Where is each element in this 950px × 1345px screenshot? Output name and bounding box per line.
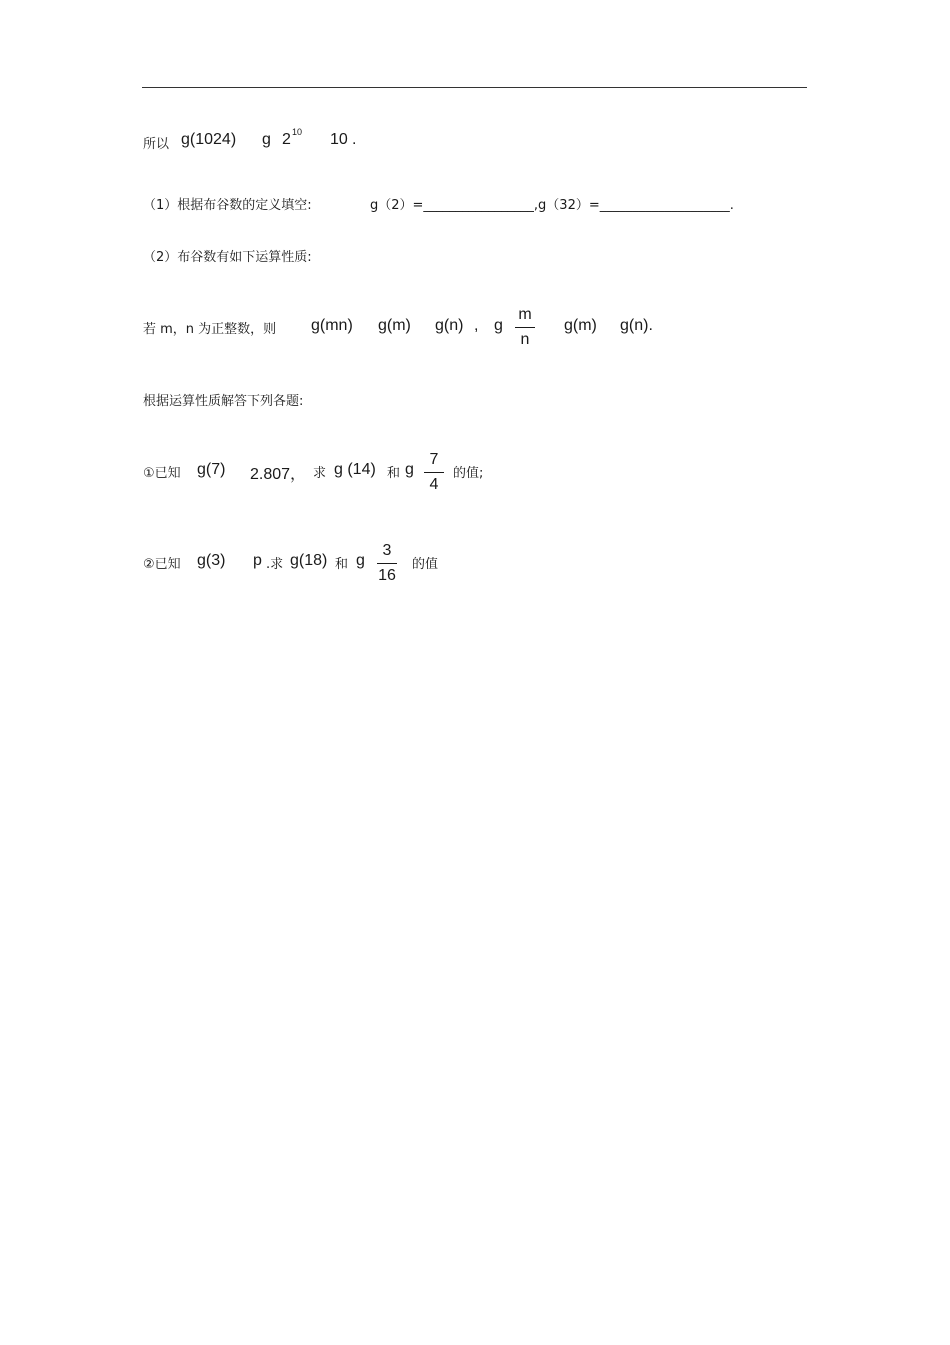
- item1-ask: 求: [313, 466, 327, 481]
- property-g: g: [494, 317, 503, 334]
- item1-and: 和: [387, 466, 401, 481]
- header-rule: [142, 87, 807, 88]
- fraction-bar: [515, 327, 535, 328]
- g18: g(18): [290, 552, 328, 569]
- item1-suffix: 的值;: [453, 466, 484, 481]
- fraction-denominator: 16: [378, 567, 396, 584]
- instruction: 根据运算性质解答下列各题:: [143, 394, 304, 409]
- g7: g(7): [197, 461, 226, 478]
- fraction-bar: [377, 563, 397, 564]
- fraction-denominator: 4: [429, 476, 439, 493]
- property-comma: ,: [474, 317, 479, 334]
- item2-ask: .求: [266, 557, 284, 572]
- q1-blanks: g（2）=_________________,g（32）=____________________.: [370, 198, 734, 213]
- fraction-denominator: n: [520, 331, 530, 348]
- q1-text: （1）根据布谷数的定义填空:: [143, 198, 312, 213]
- item1-g: g: [405, 461, 414, 478]
- line1-exponent: 10: [292, 127, 303, 137]
- line1-prefix: 所以: [143, 137, 170, 152]
- line1-base: 2: [282, 131, 291, 148]
- line1-period: .: [352, 131, 357, 148]
- gm: g(m): [378, 317, 411, 334]
- item1-value: 2.807，: [250, 466, 307, 483]
- item2-suffix: 的值: [412, 557, 439, 572]
- g1024: g(1024): [181, 131, 237, 148]
- fraction-bar: [424, 472, 444, 473]
- q2-text: （2）布谷数有如下运算性质:: [143, 250, 312, 265]
- line1-result: 10: [330, 131, 348, 148]
- fraction-7-over-4: [423, 450, 445, 495]
- g14: g (14): [334, 461, 376, 478]
- fraction-numerator: 7: [429, 451, 439, 468]
- line1-g: g: [262, 131, 271, 148]
- fraction-numerator: m: [518, 306, 532, 323]
- gn: g(n): [435, 317, 464, 334]
- property-prefix: 若 m，n 为正整数，则: [143, 322, 277, 337]
- fraction-numerator: 3: [382, 542, 392, 559]
- g3: g(3): [197, 552, 226, 569]
- fraction-m-over-n: [514, 305, 536, 350]
- gn-2: g(n).: [620, 317, 653, 334]
- gm-2: g(m): [564, 317, 597, 334]
- item2-p: p: [253, 552, 262, 569]
- item2-and: 和: [335, 557, 349, 572]
- gmn: g(mn): [311, 317, 353, 334]
- item1-prefix: ①已知: [143, 466, 181, 481]
- item2-prefix: ②已知: [143, 557, 181, 572]
- item2-g: g: [356, 552, 365, 569]
- fraction-3-over-16: [376, 541, 398, 586]
